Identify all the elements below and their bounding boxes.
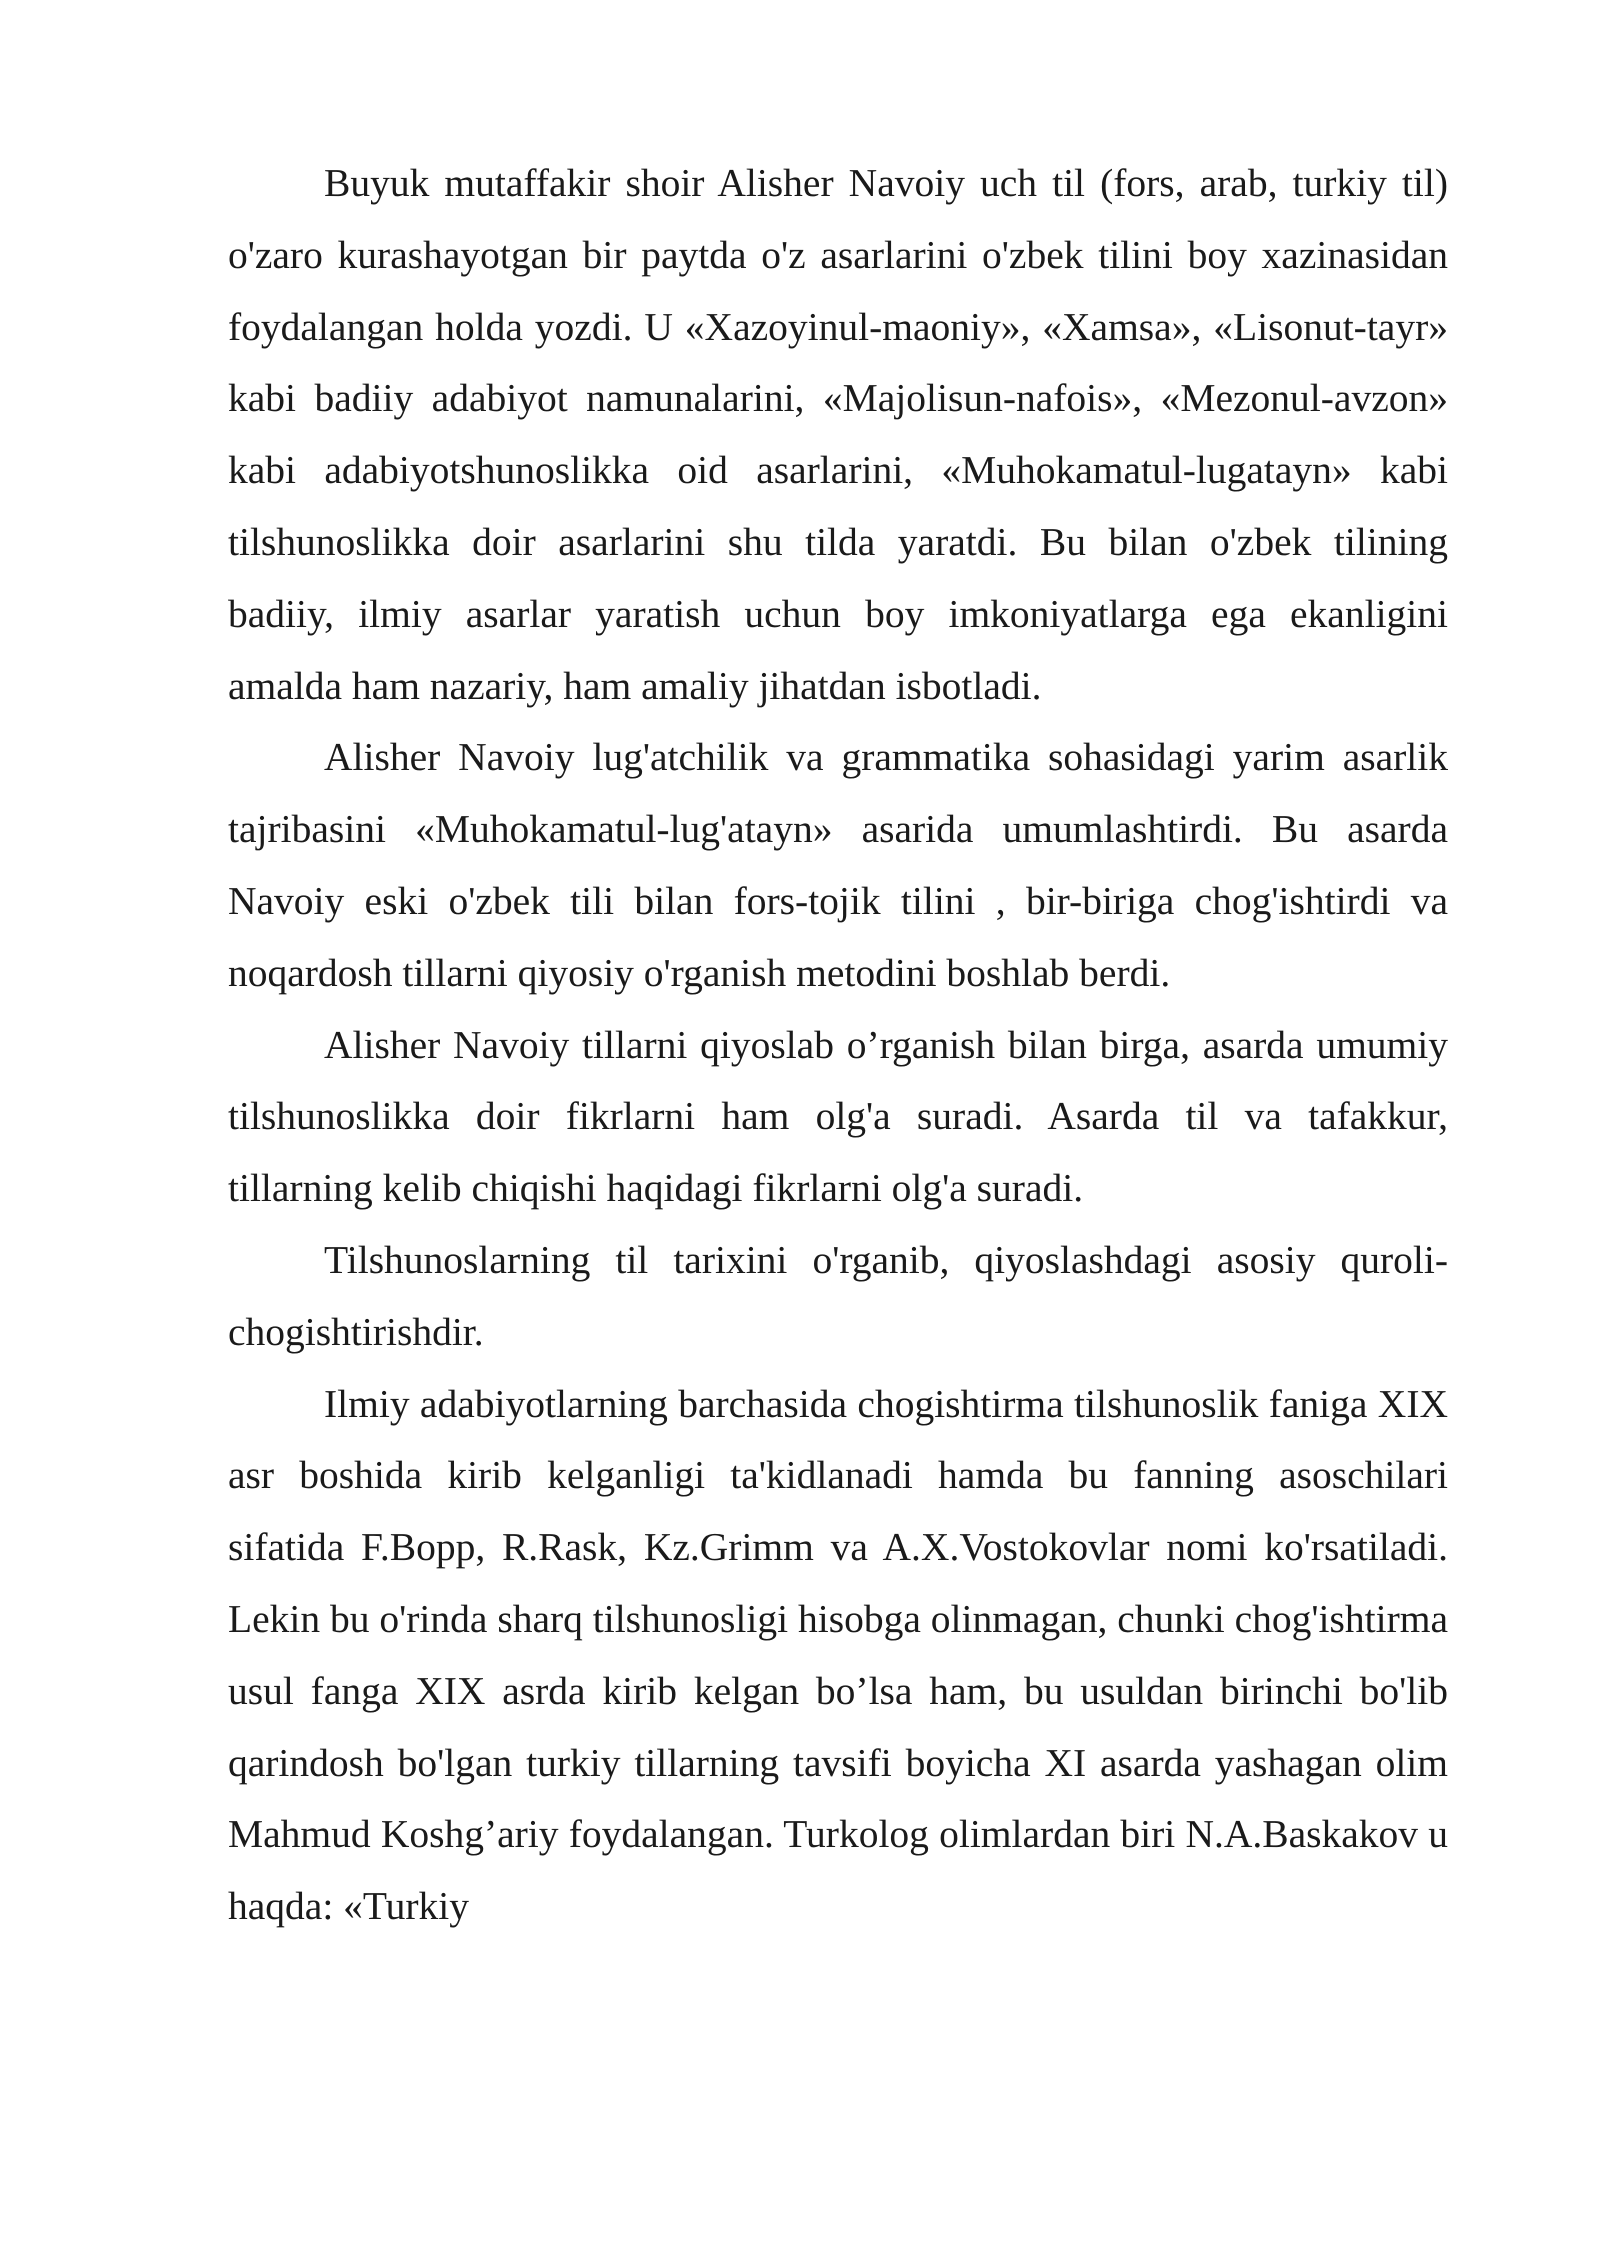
paragraph-comparative-study: Alisher Navoiy tillarni qiyoslab o’rganish bilan birga, asarda umumiy tilshunoslikka doir fikrlarni ham olg'a suradi. Asarda til va tafakkur, tillarning kelib chiqishi haqidagi fikrlarni olg'a suradi. <box>228 1022 1448 1211</box>
document-body <box>228 148 1448 1943</box>
paragraph-muhokamatul-lugatayn: Alisher Navoiy lug'atchilik va grammatika sohasidagi yarim asarlik tajribasini «Muhokamatul-lug'atayn» asarida umumlashtirdi. Bu asarda Navoiy eski o'zbek tili bilan fors-tojik tilini , bir-biriga chog'ishtirdi va noqardosh tillarni qiyosiy o'rganish metodini boshlab berdi. <box>228 735 1448 995</box>
paragraph-comparative-linguistics-history: Ilmiy adabiyotlarning barchasida chogishtirma tilshunoslik faniga XIX asr boshida kirib kelganligi ta'kidlanadi hamda bu fanning asoschilari sifatida F.Bopp, R.Rask, Kz.Grimm va A.X.Vostokovlar nomi ko'rsatiladi. Lekin bu o'rinda sharq tilshunosligi hisobga olinmagan, chunki chog'ishtirma usul fanga XIX asrda kirib kelgan bo’lsa ham, bu usuldan birinchi bo'lib qarindosh bo'lgan turkiy tillarning tavsifi boyicha XI asarda yashagan olim Mahmud Koshg’ariy foydalangan. Turkolog olimlardan biri N.A.Baskakov u haqda: «Turkiy <box>228 1381 1448 1929</box>
paragraph-navoiy-works: Buyuk mutaffakir shoir Alisher Navoiy uch til (fors, arab, turkiy til) o'zaro kurashayotgan bir paytda o'z asarlarini o'zbek tilini boy xazinasidan foydalangan holda yozdi. U «Xazoyinul-maoniy», «Xamsa», «Lisonut-tayr» kabi badiiy adabiyot namunalarini, «Majolisun-nafois», «Mezonul-avzon» kabi adabiyotshunoslikka oid asarlarini, «Muhokamatul-lugatayn» kabi tilshunoslikka doir asarlarini shu tilda yaratdi. Bu bilan o'zbek tilining badiiy, ilmiy asarlar yaratish uchun boy imkoniyatlarga ega ekanligini amalda ham nazariy, ham amaliy jihatdan isbotladi. <box>228 161 1448 708</box>
paragraph-comparison-tool: Tilshunoslarning til tarixini o'rganib, qiyoslashdagi asosiy quroli-chogishtirishdir. <box>228 1237 1448 1354</box>
